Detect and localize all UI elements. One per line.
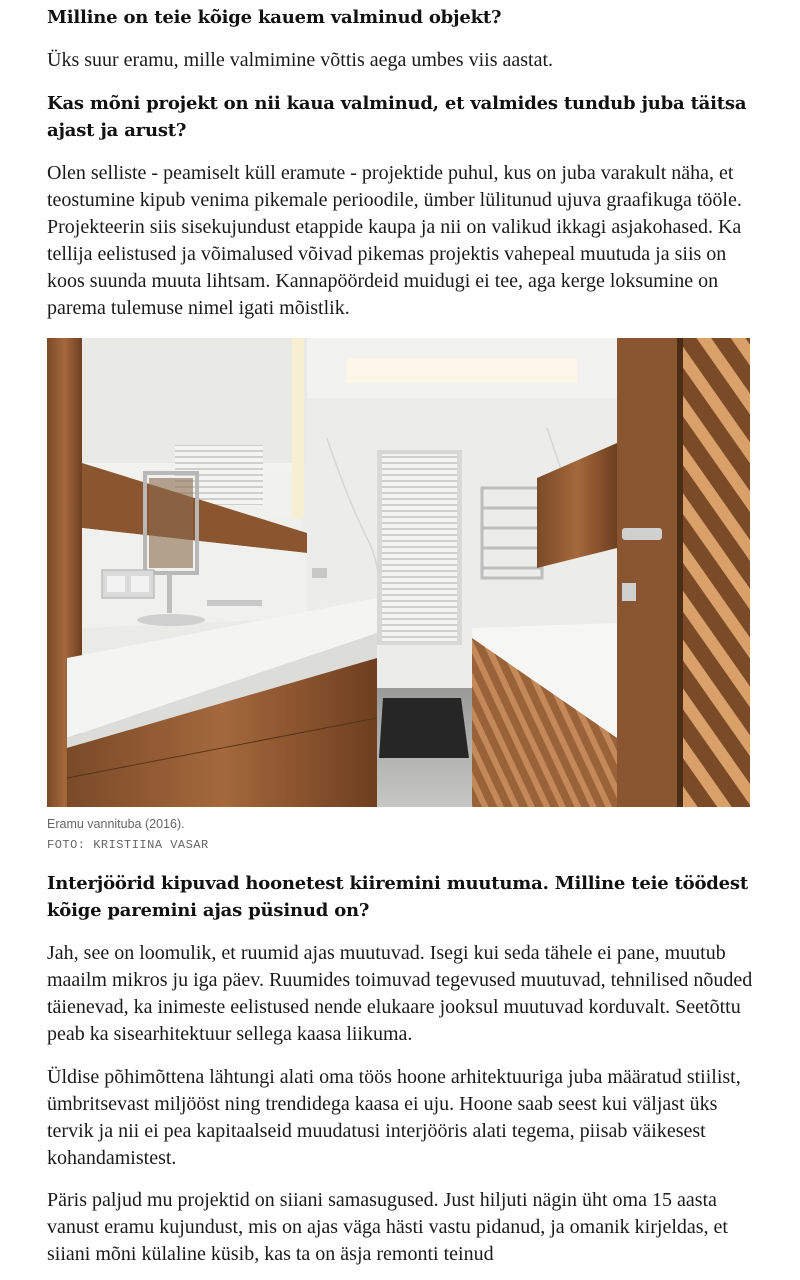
photo-caption: Eramu vannituba (2016). — [47, 817, 185, 831]
bathroom-photo — [47, 338, 750, 807]
photo-credit: FOTO: KRISTIINA VASAR — [47, 838, 209, 852]
interview-question: Interjöörid kipuvad hoonetest kiiremini muutuma. Milline teie töödest kõige paremini ajas püsinud on? — [47, 873, 748, 921]
interview-answer: Olen selliste - peamiselt küll eramute - projektide puhul, kus on juba varakult näha, et teostumine kipub venima pikemale perioodile, ümber lülitunud ujuva graafikuga tööle. Projekteerin siis sisekujundust etappide kaupa ja nii on valikud ikkagi asjakohased. Ka tellija eelistused ja võimalused võivad pikemas projektis vahepeal muutuda ja siis on koos suunda muuta lihtsam. Kannapöördeid muidugi ei tee, aga kerge loksumine on parema tulemuse nimel igati mõistlik. — [47, 162, 742, 319]
interview-question: Kas mõni projekt on nii kaua valminud, et valmides tundub juba täitsa ajast ja arust? — [47, 93, 747, 141]
interview-answer: Üldise põhimõttena lähtungi alati oma töös hoone arhitektuuriga juba määratud stiilist, ümbritsevast miljööst ning trendidega kaasa ei uju. Hoone saab seest kui väljast üks tervik ja nii ei pea kapitaalseid muudatusi interjööris alati tegema, piisab väikesest kohandamistest. — [47, 1066, 741, 1169]
interview-answer: Jah, see on loomulik, et ruumid ajas muutuvad. Isegi kui seda tähele ei pane, muutub maailm mikros ju iga päev. Ruumides toimuvad tegevused muutuvad, tehnilised nõuded täienevad, ka inimeste eelistused nende elukaare jooksul muutuvad korduvalt. Seetõttu peab ka sisearhitektuur sellega kaasa liikuma. — [47, 942, 753, 1045]
interview-answer: Üks suur eramu, mille valmimine võttis aega umbes viis aastat. — [47, 49, 554, 71]
bathroom-illustration — [47, 338, 750, 807]
interview-answer: Päris paljud mu projektid on siiani samasugused. Just hiljuti nägin üht oma 15 aasta vanust eramu kujundust, mis on ajas väga hästi vastu pidanud, ja omanik kirjeldas, et siiani mõni külaline küsib, kas ta on äsja remonti teinud — [47, 1189, 728, 1265]
interview-question: Milline on teie kõige kauem valminud objekt? — [47, 7, 502, 28]
